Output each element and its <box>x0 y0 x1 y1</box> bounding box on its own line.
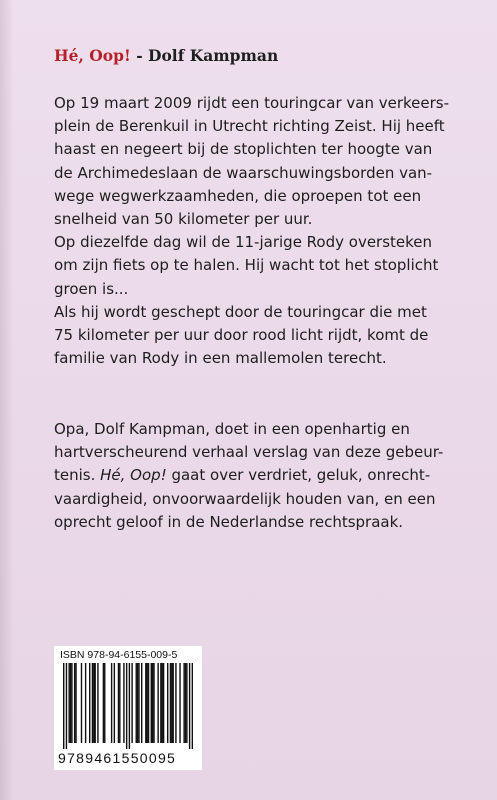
barcode-bar <box>148 663 149 743</box>
barcode-bar <box>157 663 158 743</box>
barcode-bar <box>74 663 75 743</box>
blurb-block-2 <box>54 418 454 534</box>
barcode-bar <box>160 663 161 743</box>
barcode-bar <box>111 663 112 743</box>
barcode-bar <box>172 663 173 743</box>
barcode-bar <box>146 663 147 743</box>
barcode-bar <box>131 663 132 743</box>
author-name: Dolf Kampman <box>148 46 279 65</box>
barcode-bar <box>63 663 64 749</box>
barcode-box <box>54 646 202 770</box>
barcode-bar <box>189 663 190 749</box>
blurb-paragraph-4 <box>54 418 454 534</box>
barcode-bar <box>129 663 130 749</box>
barcode-bar <box>70 663 71 743</box>
barcode-bar <box>89 663 90 743</box>
barcode-bar <box>85 663 86 743</box>
barcode-bar <box>141 663 142 743</box>
barcode-bar <box>93 663 94 743</box>
barcode-bar <box>71 663 72 743</box>
barcode-bar <box>92 663 93 743</box>
barcode-bar <box>151 663 152 743</box>
barcode-bar <box>119 663 120 743</box>
barcode-bar <box>81 663 82 743</box>
barcode-bar <box>175 663 176 743</box>
barcode-bars <box>63 663 193 749</box>
book-title: Hé, Oop! <box>54 46 131 65</box>
title-separator: - <box>136 46 143 65</box>
barcode-bar <box>162 663 163 743</box>
blurb-block-1 <box>54 92 454 370</box>
barcode-bar <box>138 663 139 743</box>
barcode-bar <box>114 663 115 743</box>
barcode-bar <box>103 663 104 743</box>
blurb-paragraph-2: Op diezelfde dag wil de 11-jarige Rody oversteken om zijn fiets op te halen. Hij wacht tot het stoplicht groen is... <box>54 233 439 298</box>
barcode-bar <box>104 663 105 743</box>
barcode-bar <box>153 663 154 743</box>
barcode-bar <box>179 663 180 743</box>
barcode-bar <box>171 663 172 743</box>
barcode-bar <box>192 663 193 749</box>
barcode-bar <box>123 663 124 743</box>
barcode-bar <box>66 663 67 749</box>
book-title-line <box>54 46 278 65</box>
blurb-paragraph-4-start: Opa, Dolf Kampman, doet in een openhartig en hartverscheurend verhaal verslag van deze gebeur- tenis. <box>54 420 444 485</box>
barcode-bar <box>136 663 137 743</box>
barcode-bar <box>118 663 119 743</box>
spine-shadow <box>0 0 14 800</box>
barcode-bar <box>167 663 168 743</box>
barcode-bar <box>183 663 184 743</box>
barcode-bar <box>68 663 69 743</box>
barcode-bar <box>170 663 171 743</box>
blurb-inline-title: Hé, Oop! <box>100 466 167 485</box>
blurb-paragraph-4-end: gaat over verdriet, geluk, onrecht- vaardigheid, onvoorwaardelijk houden van, en een oprecht geloof in de Nederlandse rechtspraak. <box>54 466 436 531</box>
barcode-bar <box>186 663 187 743</box>
barcode-bar <box>163 663 164 743</box>
blurb-paragraph-1: Op 19 maart 2009 rijdt een touringcar van verkeers- plein de Berenkuil in Utrecht richting Zeist. Hij heeft haast en negeert bij de stoplichten ter hoogte van de Archimedeslaan de waarschuwingsborden van- wege wegwerkzaamheden, die oproepen tot een snelheid van 50 kilometer per uur. <box>54 94 450 229</box>
barcode-bar <box>75 663 76 743</box>
barcode-bar <box>137 663 138 743</box>
blurb-paragraph-3: Als hij wordt geschept door de touringcar die met 75 kilometer per uur door rood licht rijdt, komt de familie van Rody in een mallemolen terecht. <box>54 302 429 368</box>
barcode-bar <box>97 663 98 743</box>
barcode-bar <box>94 663 95 743</box>
barcode-bar <box>185 663 186 743</box>
isbn-label: ISBN 978-94-6155-009-5 <box>60 649 178 661</box>
ean-number: 9789461550095 <box>58 750 177 766</box>
barcode-bar <box>145 663 146 743</box>
barcode-bar <box>126 663 127 749</box>
barcode-bar <box>152 663 153 743</box>
